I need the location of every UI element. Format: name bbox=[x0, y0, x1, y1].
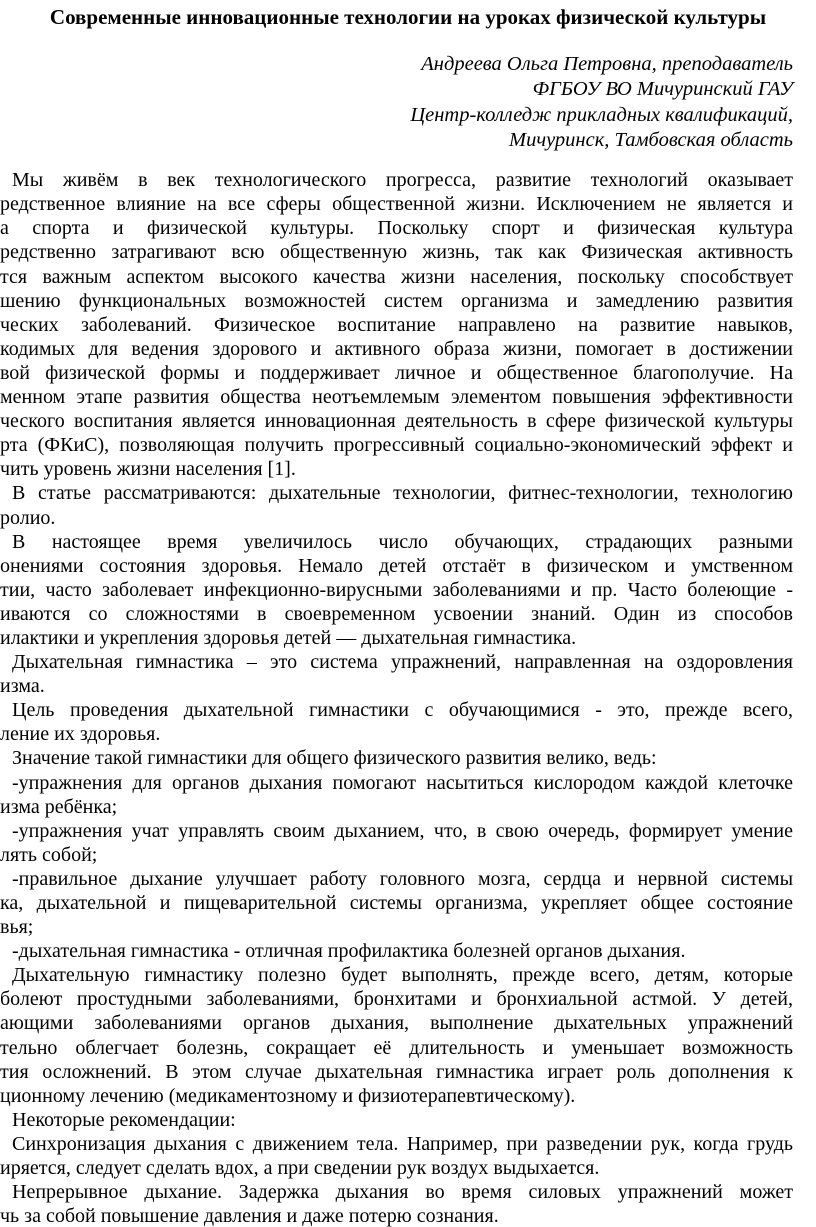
body-line: вой физической формы и поддерживает личное и общественное благополучие. На bbox=[0, 361, 793, 384]
body-line: тельно облегчает болезнь, сокращает её длительность и уменьшает возможность bbox=[0, 1036, 793, 1059]
body-line: шению функциональных возможностей систем организма и замедлению развития bbox=[0, 289, 793, 312]
body-line: иваются со сложностями в своевременном усвоении знаний. Один из способов bbox=[0, 602, 793, 625]
author-line: Центр-колледж прикладных квалификаций, bbox=[410, 103, 793, 126]
body-line: илактики и укрепления здоровья детей — дыхательная гимнастика. bbox=[0, 626, 577, 649]
body-line: онениями состояния здоровья. Немало детей отстаёт в физическом и умственном bbox=[0, 554, 793, 577]
body-line: кодимых для ведения здорового и активного образа жизни, помогает в достижении bbox=[0, 337, 793, 360]
body-line: В статье рассматриваются: дыхательные технологии, фитнес-технологии, технологию bbox=[12, 482, 793, 505]
body-line: Дыхательную гимнастику полезно будет выполнять, прежде всего, детям, которые bbox=[12, 964, 793, 987]
body-line: болеют простудными заболеваниями, бронхитами и бронхиальной астмой. У детей, bbox=[0, 988, 793, 1011]
author-line: Андреева Ольга Петровна, преподаватель bbox=[421, 53, 793, 75]
body-line: ческого воспитания является инновационная деятельность в сфере физической культуры bbox=[0, 410, 793, 433]
body-line: Синхронизация дыхания с движением тела. Например, при разведении рук, когда грудь bbox=[12, 1132, 793, 1155]
body-line: Цель проведения дыхательной гимнастики с обучающимися - это, прежде всего, bbox=[12, 699, 793, 722]
body-line: изма ребёнка; bbox=[0, 795, 118, 818]
body-line: ление их здоровья. bbox=[0, 723, 161, 746]
body-line: редственно затрагивают всю общественную жизнь, так как Физическая активность bbox=[0, 241, 793, 264]
body-line: Дыхательная гимнастика – это система упражнений, направленная на оздоровления bbox=[12, 651, 793, 674]
body-line: Значение такой гимнастики для общего физического развития велико, ведь: bbox=[12, 747, 657, 770]
body-line: тия осложнений. В этом случае дыхательная гимнастика играет роль дополнения к bbox=[0, 1060, 793, 1083]
author-line: ФГБОУ ВО Мичуринский ГАУ bbox=[532, 78, 793, 101]
body-line: изма. bbox=[0, 675, 45, 698]
body-line: -упражнения для органов дыхания помогают насытиться кислородом каждой клеточке bbox=[12, 771, 793, 794]
body-line: иряется, следует сделать вдох, а при сведении рук воздух выдыхается. bbox=[0, 1157, 600, 1180]
author-line: Мичуринск, Тамбовская область bbox=[509, 128, 793, 151]
body-line: а спорта и физической культуры. Поскольку спорт и физическая культура bbox=[0, 217, 793, 240]
body-line: Некоторые рекомендации: bbox=[12, 1108, 236, 1131]
body-line: В настоящее время увеличилось число обучающих, страдающих разными bbox=[12, 530, 793, 553]
body-text bbox=[0, 168, 816, 1227]
body-line: ческих заболеваний. Физическое воспитание направлено на развитие навыков, bbox=[0, 313, 793, 336]
body-line: редственное влияние на все сферы общественной жизни. Исключением не является и bbox=[0, 193, 793, 216]
body-line: -правильное дыхание улучшает работу головного мозга, сердца и нервной системы bbox=[12, 867, 793, 890]
body-line: Мы живём в век технологического прогресса, развитие технологий оказывает bbox=[12, 169, 793, 192]
body-line: рта (ФКиС), позволяющая получить прогрессивный социально-экономический эффект и bbox=[0, 434, 793, 457]
body-line: тся важным аспектом высокого качества жизни населения, поскольку способствует bbox=[0, 265, 793, 288]
document-title: Современные инновационные технологии на уроках физической культуры bbox=[49, 5, 767, 29]
author-block bbox=[0, 52, 816, 153]
body-line: вья; bbox=[0, 916, 34, 939]
body-line: ка, дыхательной и пищеварительной системы организма, укрепляет общее состояние bbox=[0, 892, 793, 914]
body-line: чь за собой повышение давления и даже потерю сознания. bbox=[0, 1205, 499, 1227]
body-line: тии, часто заболевает инфекционно-вирусными заболеваниями и пр. Часто болеющие - bbox=[0, 578, 793, 601]
body-line: чить уровень жизни населения [1]. bbox=[0, 458, 296, 481]
body-line: ролио. bbox=[0, 506, 56, 529]
body-line: Непрерывное дыхание. Задержка дыхания во время силовых упражнений может bbox=[12, 1181, 793, 1204]
body-line: ающими заболеваниями органов дыхания, выполнение дыхательных упражнений bbox=[0, 1012, 793, 1035]
body-line: ционному лечению (медикаментозному и физиотерапевтическому). bbox=[0, 1084, 576, 1107]
body-line: менном этапе развития общества неотъемлемым элементом повышения эффективности bbox=[0, 386, 793, 409]
body-line: -упражнения учат управлять своим дыханием, что, в свою очередь, формирует умение bbox=[12, 819, 793, 842]
body-line: лять собой; bbox=[0, 843, 98, 866]
body-line: -дыхательная гимнастика - отличная профилактика болезней органов дыхания. bbox=[12, 940, 686, 963]
